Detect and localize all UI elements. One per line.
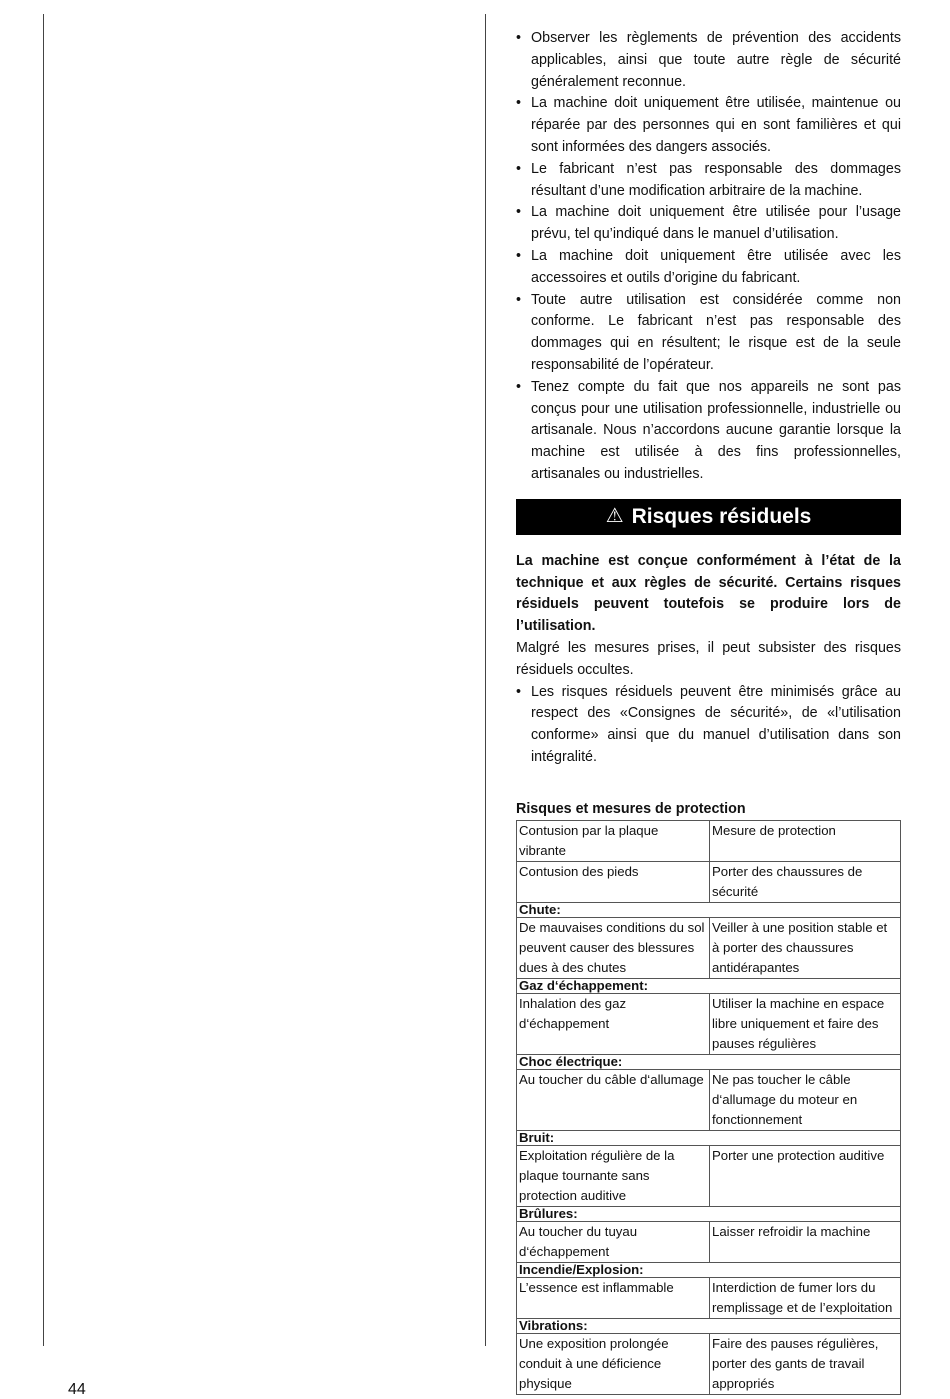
list-item: • Toute autre utilisation est considérée comme non conforme. Le fabricant n’est pas responsable des dommages qui en résultent; le risque est de la seule responsabilité de l’opérateur. <box>516 290 901 377</box>
category-cell: Bruit: <box>517 1130 901 1145</box>
section-title: Risques résiduels <box>631 504 812 528</box>
safety-bullet-list <box>516 28 901 486</box>
category-cell: Vibrations: <box>517 1318 901 1333</box>
risk-cell: De mauvaises conditions du sol peuvent causer des blessures dues à des chutes <box>517 917 710 978</box>
measure-cell: Faire des pauses régulières, porter des gants de travail appropriés <box>710 1333 901 1394</box>
table-row <box>517 820 901 861</box>
table-category-row <box>517 978 901 993</box>
section-bullet-list <box>516 682 901 769</box>
section-banner <box>516 499 901 535</box>
left-margin-rule <box>43 14 44 1346</box>
risk-table <box>516 820 901 1395</box>
page-number: 44 <box>68 1381 86 1398</box>
table-category-row <box>517 1054 901 1069</box>
list-item: • Le fabricant n’est pas responsable des dommages résultant d’une modification arbitraire de la machine. <box>516 159 901 203</box>
risk-cell: L’essence est inflammable <box>517 1277 710 1318</box>
list-item: • Tenez compte du fait que nos appareils ne sont pas conçus pour une utilisation professionnelle, industrielle ou artisanale. Nous n’accordons aucune garantie lorsque la machine est utilisée à des fins professionnelles, artisanales ou industrielles. <box>516 377 901 486</box>
risk-cell: Au toucher du câble d‘allumage <box>517 1069 710 1130</box>
list-item: • La machine doit uniquement être utilisée avec les accessoires et outils d’origine du fabricant. <box>516 246 901 290</box>
risk-cell: Une exposition prolongée conduit à une déficience physique <box>517 1333 710 1394</box>
category-cell: Incendie/Explosion: <box>517 1262 901 1277</box>
table-category-row <box>517 1130 901 1145</box>
table-row <box>517 1069 901 1130</box>
measure-cell: Mesure de protection <box>710 820 901 861</box>
risk-cell: Inhalation des gaz d‘échappement <box>517 993 710 1054</box>
measure-cell: Porter des chaussures de sécurité <box>710 861 901 902</box>
table-category-row <box>517 1318 901 1333</box>
table-row <box>517 917 901 978</box>
measure-cell: Utiliser la machine en espace libre uniquement et faire des pauses régulières <box>710 993 901 1054</box>
table-category-row <box>517 1206 901 1221</box>
table-title: Risques et mesures de protection <box>516 800 746 817</box>
measure-cell: Veiller à une position stable et à porter des chaussures antidérapantes <box>710 917 901 978</box>
list-item: • Observer les règlements de prévention des accidents applicables, ainsi que toute autre règle de sécurité généralement reconnue. <box>516 28 901 93</box>
measure-cell: Porter une protection auditive <box>710 1145 901 1206</box>
table-category-row <box>517 1262 901 1277</box>
risk-cell: Exploitation régulière de la plaque tournante sans protection auditive <box>517 1145 710 1206</box>
table-row <box>517 1221 901 1262</box>
table-row <box>517 993 901 1054</box>
measure-cell: Laisser refroidir la machine <box>710 1221 901 1262</box>
table-row <box>517 1277 901 1318</box>
category-cell: Brûlures: <box>517 1206 901 1221</box>
table-category-row <box>517 902 901 917</box>
risk-cell: Contusion par la plaque vibrante <box>517 820 710 861</box>
list-item: • Les risques résiduels peuvent être minimisés grâce au respect des «Consignes de sécurité», de «l’utilisation conforme» ainsi que du manuel d’utilisation dans son intégralité. <box>516 682 901 769</box>
section-paragraph: Malgré les mesures prises, il peut subsister des risques résiduels occultes. <box>516 639 901 678</box>
risk-cell: Au toucher du tuyau d‘échappement <box>517 1221 710 1262</box>
column-divider <box>485 14 486 1346</box>
right-column <box>516 28 901 1395</box>
list-item: • La machine doit uniquement être utilisée, maintenue ou réparée par des personnes qui en sont familières et qui sont informées des dangers associés. <box>516 93 901 158</box>
list-item: • La machine doit uniquement être utilisée pour l’usage prévu, tel qu’indiqué dans le manuel d’utilisation. <box>516 202 901 246</box>
risk-cell: Contusion des pieds <box>517 861 710 902</box>
category-cell: Gaz d‘échappement: <box>517 978 901 993</box>
table-row <box>517 1145 901 1206</box>
measure-cell: Interdiction de fumer lors du remplissage et de l’exploitation <box>710 1277 901 1318</box>
warning-icon: ⚠ <box>605 504 624 527</box>
section-intro: La machine est conçue conformément à l’état de la technique et aux règles de sécurité. Certains risques résiduels peuvent toutefois se produire lors de l’utilisation. <box>516 552 901 635</box>
measure-cell: Ne pas toucher le câble d‘allumage du moteur en fonctionnement <box>710 1069 901 1130</box>
table-row <box>517 1333 901 1394</box>
category-cell: Choc électrique: <box>517 1054 901 1069</box>
table-row <box>517 861 901 902</box>
category-cell: Chute: <box>517 902 901 917</box>
